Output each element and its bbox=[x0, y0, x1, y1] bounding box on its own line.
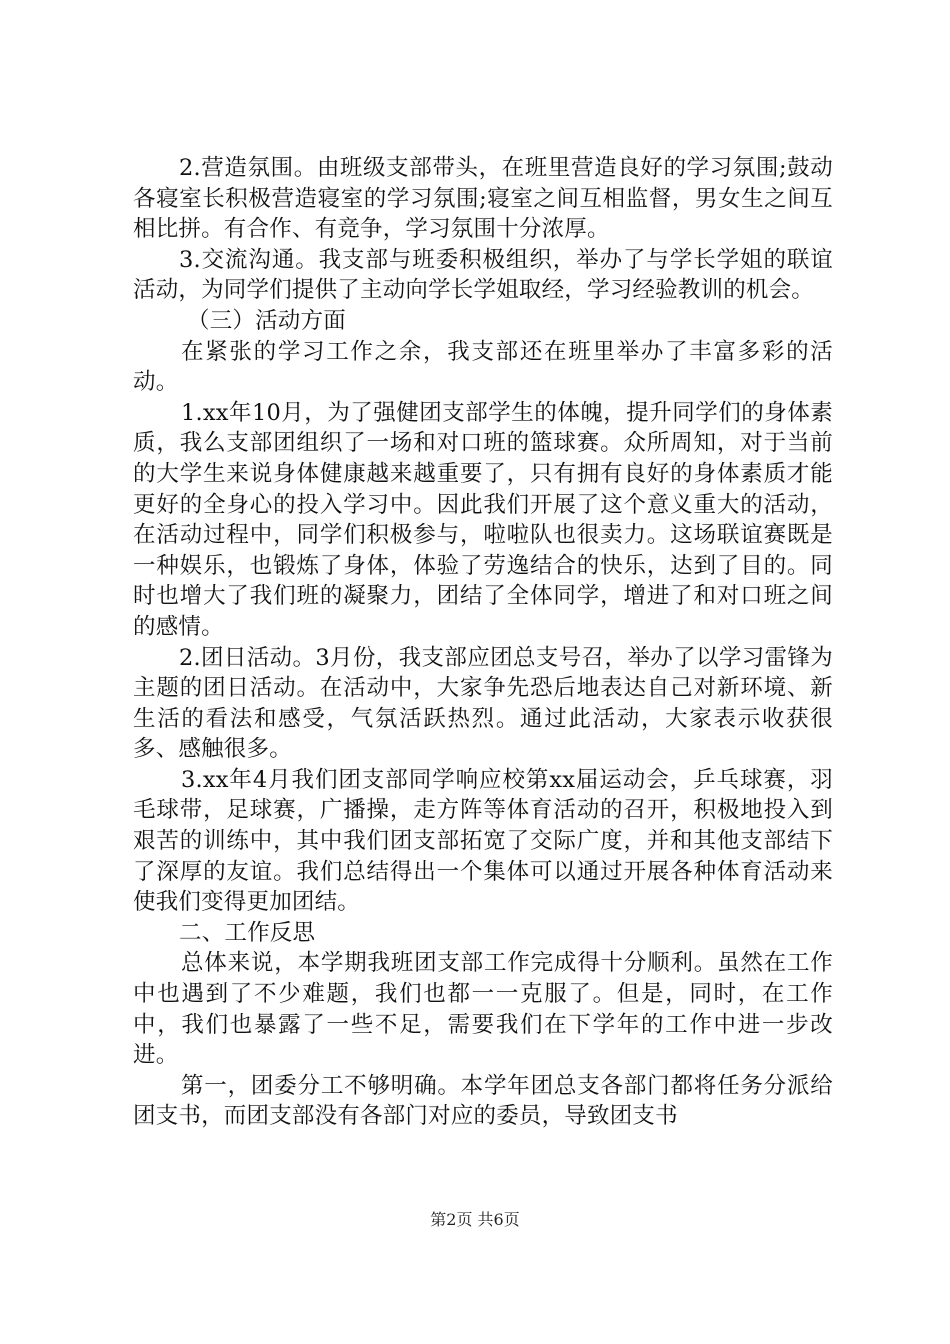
paragraph-overall-summary: 总体来说，本学期我班团支部工作完成得十分顺利。虽然在工作中也遇到了不少难题，我们也都一一克服了。但是，同时，在工作中，我们也暴露了一些不足，需要我们在下学年的工作中进一步改进。 bbox=[133, 950, 833, 1069]
paragraph-communication: 3.交流沟通。我支部与班委积极组织，举办了与学长学姐的联谊活动，为同学们提供了主动向学长学姐取经，学习经验教训的机会。 bbox=[133, 246, 833, 304]
section-heading-reflection: 二、工作反思 bbox=[179, 919, 316, 946]
page-number-footer: 第2页 共6页 bbox=[430, 1210, 520, 1229]
section-heading-activities: （三）活动方面 bbox=[187, 307, 346, 334]
paragraph-sports-meet: 3.xx年4月我们团支部同学响应校第xx届运动会，乒乓球赛，羽毛球带，足球赛，广播操，走方阵等体育活动的召开，积极地投入到艰苦的训练中，其中我们团支部拓宽了交际广度，并和其他支部结下了深厚的友谊。我们总结得出一个集体可以通过开展各种体育活动来使我们变得更加团结。 bbox=[133, 766, 833, 916]
paragraph-league-day: 2.团日活动。3月份，我支部应团总支号召，举办了以学习雷锋为主题的团日活动。在活动中，大家争先恐后地表达自己对新环境、新生活的看法和感受，气氛活跃热烈。通过此活动，大家表示收获很多、感触很多。 bbox=[133, 644, 833, 763]
paragraph-basketball-game: 1.xx年10月，为了强健团支部学生的体魄，提升同学们的身体素质，我么支部团组织了一场和对口班的篮球赛。众所周知，对于当前的大学生来说身体健康越来越重要了，只有拥有良好的身体素质才能更好的全身心的投入学习中。因此我们开展了这个意义重大的活动，在活动过程中，同学们积极参与，啦啦队也很卖力。这场联谊赛既是一种娱乐，也锻炼了身体，体验了劳逸结合的快乐，达到了目的。同时也增大了我们班的凝聚力，团结了全体同学，增进了和对口班之间的感情。 bbox=[133, 399, 833, 640]
paragraph-activities-intro: 在紧张的学习工作之余，我支部还在班里举办了丰富多彩的活动。 bbox=[133, 338, 833, 396]
document-body bbox=[133, 153, 833, 1132]
paragraph-create-atmosphere: 2.营造氛围。由班级支部带头，在班里营造良好的学习氛围;鼓动各寝室长积极营造寝室的学习氛围;寝室之间互相监督，男女生之间互相比拼。有合作、有竞争，学习氛围十分浓厚。 bbox=[133, 155, 833, 243]
paragraph-first-issue: 第一，团委分工不够明确。本学年团总支各部门都将任务分派给团支书，而团支部没有各部门对应的委员，导致团支书 bbox=[133, 1072, 833, 1130]
